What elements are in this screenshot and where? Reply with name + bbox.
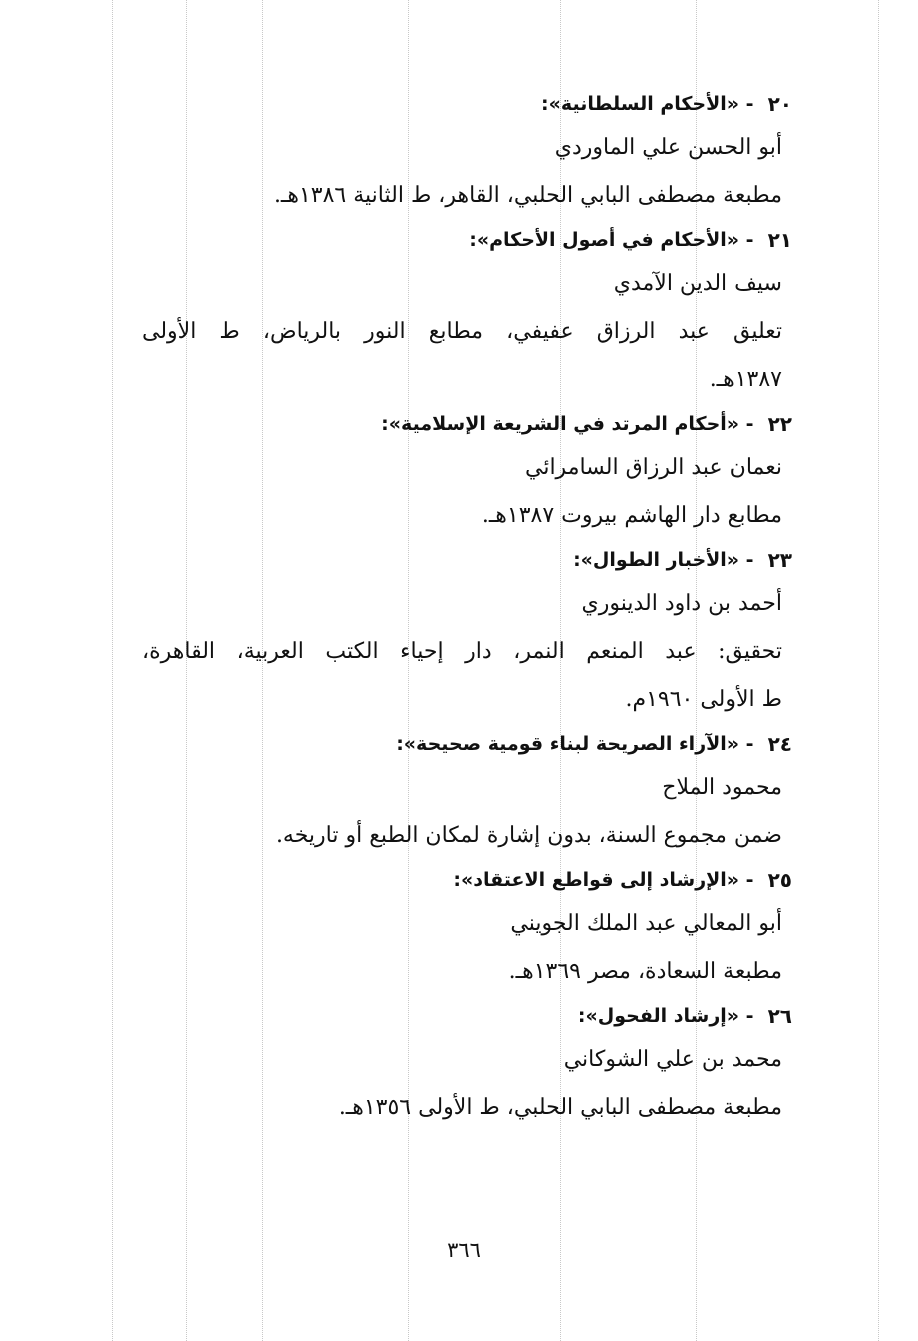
bibliography-entry	[142, 860, 792, 996]
entry-heading	[152, 996, 792, 1036]
entry-title: - «الإرشاد إلى قواطع الاعتقاد»:	[453, 869, 754, 891]
entry-heading	[152, 860, 792, 900]
entry-heading	[152, 724, 792, 764]
bibliography-entry	[142, 84, 792, 220]
entry-number: ٢٣	[767, 548, 792, 572]
bibliography-entry	[142, 996, 792, 1132]
bibliography-entry	[142, 220, 792, 404]
entry-publication: ضمن مجموع السنة، بدون إشارة لمكان الطبع أو تاريخه.	[275, 823, 782, 848]
entry-title: - «الأحكام في أصول الأحكام»:	[469, 229, 754, 251]
scan-artifact-line	[878, 0, 879, 1341]
entry-title: - «الأحكام السلطانية»:	[541, 93, 754, 115]
entry-number: ٢٠	[767, 92, 792, 116]
entry-author: أحمد بن داود الدينوري	[581, 591, 782, 616]
scan-artifact-line	[112, 0, 113, 1341]
entry-number: ٢٤	[767, 732, 792, 756]
entry-author: أبو الحسن علي الماوردي	[554, 135, 782, 160]
entry-title: - «إرشاد الفحول»:	[577, 1005, 754, 1027]
entry-title: - «الآراء الصريحة لبناء قومية صحيحة»:	[396, 733, 754, 755]
entry-number: ٢٦	[767, 1004, 792, 1028]
entry-author: نعمان عبد الرزاق السامرائي	[524, 455, 782, 480]
bibliography-entry	[142, 724, 792, 860]
entry-publication: مطبعة مصطفى البابي الحلبي، ط الأولى ١٣٥٦هـ.	[338, 1095, 782, 1120]
entry-title: - «الأخبار الطوال»:	[573, 549, 754, 571]
entry-author: محمد بن علي الشوكاني	[563, 1047, 782, 1072]
entry-author: سيف الدين الآمدي	[613, 271, 782, 296]
entry-publication: مطابع دار الهاشم بيروت ١٣٨٧هـ.	[481, 503, 782, 528]
entry-publication: مطبعة السعادة، مصر ١٣٦٩هـ.	[508, 959, 782, 984]
entry-publication: تحقيق: عبد المنعم النمر، دار إحياء الكتب العربية، القاهرة،	[142, 639, 782, 664]
entry-publication: تعليق عبد الرزاق عفيفي، مطابع النور بالرياض، ط الأولى	[142, 319, 782, 344]
entry-heading	[152, 84, 792, 124]
bibliography-entry	[142, 540, 792, 724]
entry-number: ٢١	[767, 228, 792, 252]
entry-heading	[152, 540, 792, 580]
entry-number: ٢٥	[767, 868, 792, 892]
entry-number: ٢٢	[767, 412, 792, 436]
entry-author: محمود الملاح	[662, 775, 782, 800]
entry-title: - «أحكام المرتد في الشريعة الإسلامية»:	[381, 413, 754, 435]
entry-publication-continued: ط الأولى ١٩٦٠م.	[625, 687, 782, 712]
entry-publication: مطبعة مصطفى البابي الحلبي، القاهر، ط الثانية ١٣٨٦هـ.	[273, 183, 782, 208]
bibliography-list	[142, 84, 792, 1132]
entry-heading	[152, 220, 792, 260]
page-number: ٣٦٦	[447, 1238, 481, 1262]
bibliography-entry	[142, 404, 792, 540]
entry-author: أبو المعالي عبد الملك الجويني	[510, 911, 782, 936]
entry-heading	[152, 404, 792, 444]
entry-publication-continued: ١٣٨٧هـ.	[709, 367, 782, 392]
